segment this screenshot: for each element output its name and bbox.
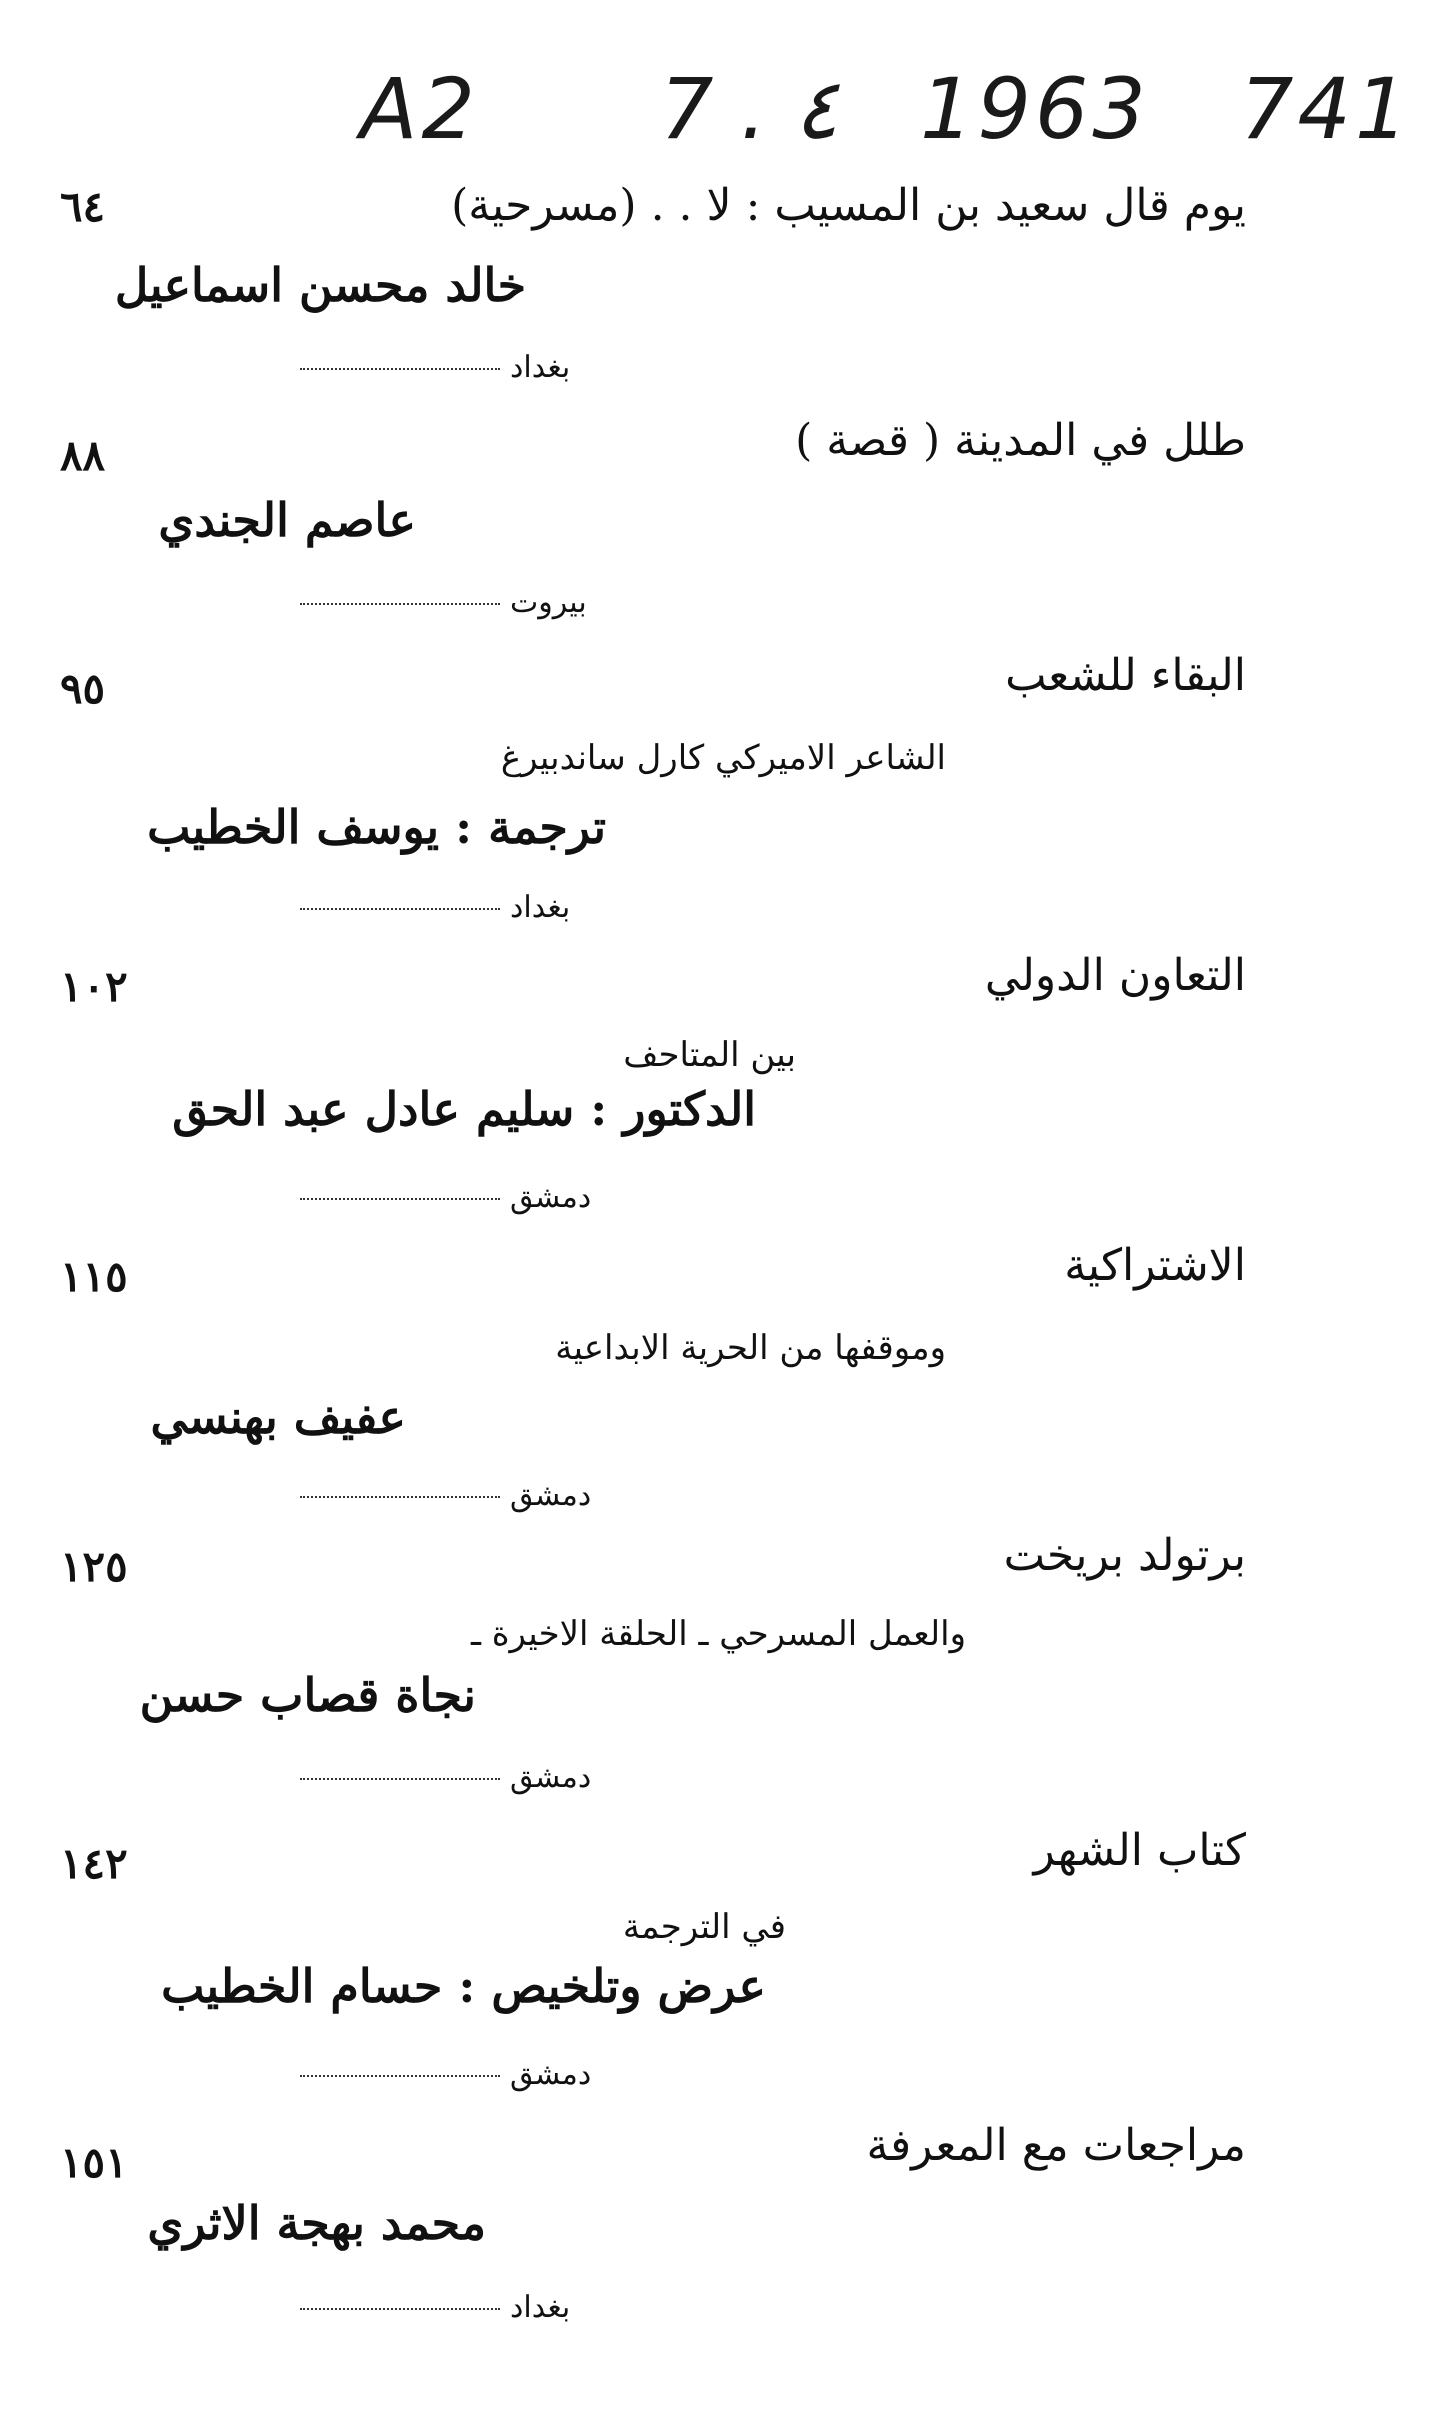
leader-dots [300,2308,500,2310]
entry-city: دمشق [300,2057,591,2092]
leader-dots [300,368,500,370]
entry-title: البقاء للشعب [1005,650,1246,701]
entry-city: دمشق [300,1478,591,1513]
entry-subtitle: في الترجمة [622,1907,786,1947]
leader-dots [300,1496,500,1498]
entry-page-number: ١٤٢ [60,1839,128,1888]
entry-title: طلل في المدينة ( قصة ) [795,415,1246,466]
entry-author: محمد بهجة الاثري [147,2196,486,2250]
entry-author: عفيف بهنسي [150,1390,406,1444]
entry-page-number: ٦٤ [60,182,106,231]
entry-city: بغداد [300,350,570,385]
entry-page-number: ١١٥ [60,1252,128,1301]
entry-page-number: ١٥١ [60,2138,128,2187]
catalog-code: A2 [360,60,479,158]
entry-author: نجاة قصاب حسن [139,1668,476,1722]
entry-title: مراجعات مع المعرفة [866,2120,1246,2171]
entry-city: بغداد [300,2290,570,2325]
entry-author: عرض وتلخيص : حسام الخطيب [161,1959,766,2013]
entry-title: الاشتراكية [1064,1240,1246,1291]
leader-dots [300,908,500,910]
issue-number: 7 . ٤ [660,60,839,158]
entry-subtitle: الشاعر الاميركي كارل ساندبيرغ [500,738,946,778]
entry-subtitle: وموقفها من الحرية الابداعية [555,1328,946,1368]
leader-dots [300,1198,500,1200]
entry-title: يوم قال سعيد بن المسيب : لا . . (مسرحية) [451,180,1246,231]
entry-city: دمشق [300,1180,591,1215]
entry-author: ترجمة : يوسف الخطيب [147,800,606,854]
entry-page-number: ٨٨ [60,431,106,480]
entry-page-number: ١٢٥ [60,1542,128,1591]
entry-page-number: ٩٥ [60,664,106,713]
entry-title: التعاون الدولي [984,950,1246,1001]
leader-dots [300,603,500,605]
entry-title: برتولد بريخت [1003,1530,1246,1581]
entry-city: بيروت [300,585,587,620]
leader-dots [300,2075,500,2077]
leader-dots [300,1778,500,1780]
record-number: 741 [1240,60,1413,158]
entry-subtitle: بين المتاحف [623,1035,796,1075]
entry-page-number: ١٠٢ [60,962,128,1011]
entry-city: دمشق [300,1760,591,1795]
year: 1963 [920,60,1150,158]
entry-author: الدكتور : سليم عادل عبد الحق [172,1082,756,1136]
entry-author: عاصم الجندي [158,493,416,547]
entry-subtitle: والعمل المسرحي ـ الحلقة الاخيرة ـ [470,1614,966,1654]
entry-title: كتاب الشهر [1033,1825,1246,1876]
entry-author: خالد محسن اسماعيل [114,258,526,312]
entry-city: بغداد [300,890,570,925]
